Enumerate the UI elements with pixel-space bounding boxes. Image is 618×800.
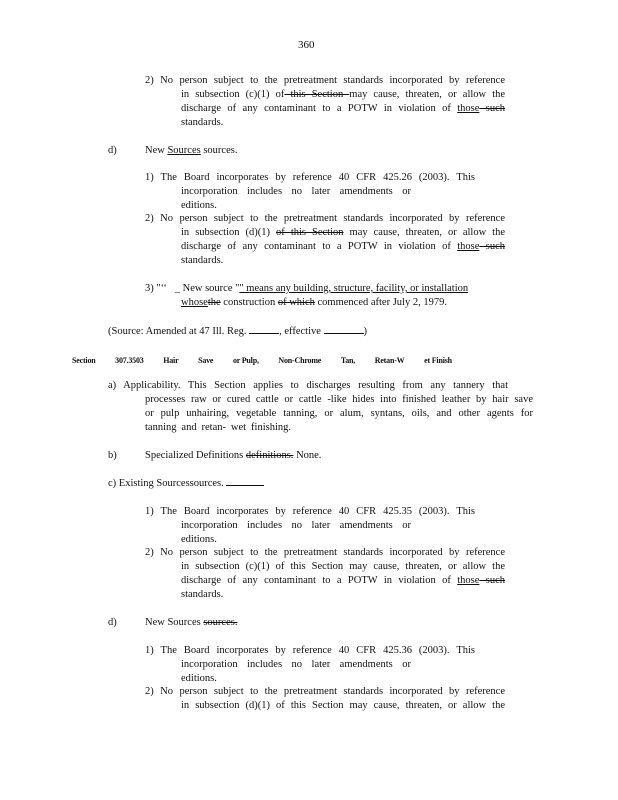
paragraph-line: 1) The Board incorporates by reference 40 CFR 425.35 (2003). This xyxy=(145,506,475,517)
source-note: (Source: Amended at 47 Ill. Reg. , effective ) xyxy=(108,326,368,337)
paragraph-line: discharge of any contaminant to a POTW in violation of those such xyxy=(181,241,505,252)
paragraph-line: 3) "‘‘ _ New source "" means any building, structure, facility, or installation xyxy=(145,283,469,294)
subsection-title: c) Existing Sourcessources. xyxy=(108,477,264,491)
paragraph-line: discharge of any contaminant to a POTW in violation of those such xyxy=(181,103,505,114)
paragraph-line: incorporation includes no later amendments or editions. xyxy=(181,520,411,545)
paragraph-line: in subsection (d)(1) of this Section may cause, threaten, or allow the xyxy=(181,227,506,238)
paragraph-line: standards. xyxy=(181,589,224,600)
paragraph-line: in subsection (c)(1) of this Section may cause, threaten, or allow the xyxy=(181,561,505,572)
subsection-title: Specialized Definitions definitions. None. xyxy=(145,450,322,461)
subsection-label: d) xyxy=(108,617,117,628)
paragraph-line: incorporation includes no later amendments or editions. xyxy=(181,659,411,684)
paragraph-line: tanning and retan- wet finishing. xyxy=(145,422,291,433)
paragraph-line: 2) No person subject to the pretreatment standards incorporated by reference xyxy=(145,213,505,224)
paragraph-line: whosethe construction of which commenced after July 2, 1979. xyxy=(181,297,447,308)
paragraph-line: 1) The Board incorporates by reference 40 CFR 425.26 (2003). This xyxy=(145,172,475,183)
paragraph-line: 2) No person subject to the pretreatment standards incorporated by reference xyxy=(145,547,505,558)
paragraph-line: 2) No person subject to the pretreatment standards incorporated by reference xyxy=(145,75,505,86)
paragraph-line: in subsection (d)(1) of this Section may cause, threaten, or allow the xyxy=(181,700,505,711)
paragraph-line: processes raw or cured cattle or cattle -like hides into finished leather by hair save xyxy=(145,394,533,405)
subsection-label: b) xyxy=(108,450,117,461)
paragraph-line: standards. xyxy=(181,117,224,128)
subsection-label: d) xyxy=(108,145,117,156)
paragraph-line: in subsection (c)(1) of this Section may cause, threaten, or allow the xyxy=(181,89,506,100)
paragraph-line: or pulp unhairing, vegetable tanning, or alum, syntans, oils, and other agents for xyxy=(145,408,533,419)
page-number: 360 xyxy=(298,39,315,51)
paragraph-line: incorporation includes no later amendments or editions. xyxy=(181,186,411,211)
paragraph-line: 2) No person subject to the pretreatment standards incorporated by reference xyxy=(145,686,505,697)
subsection-title: New Sources sources. xyxy=(145,145,238,156)
section-heading: Section 307.3503 Hair Save or Pulp, Non-Chrome Tan, Retan-W et Finish xyxy=(72,356,452,365)
subsection-title: New Sources sources. xyxy=(145,617,238,628)
paragraph-line: standards. xyxy=(181,255,224,266)
paragraph-line: 1) The Board incorporates by reference 40 CFR 425.36 (2003). This xyxy=(145,645,475,656)
paragraph-line: discharge of any contaminant to a POTW in violation of those such xyxy=(181,575,505,586)
paragraph-line: a) Applicability. This Section applies to discharges resulting from any tannery that xyxy=(108,380,508,391)
